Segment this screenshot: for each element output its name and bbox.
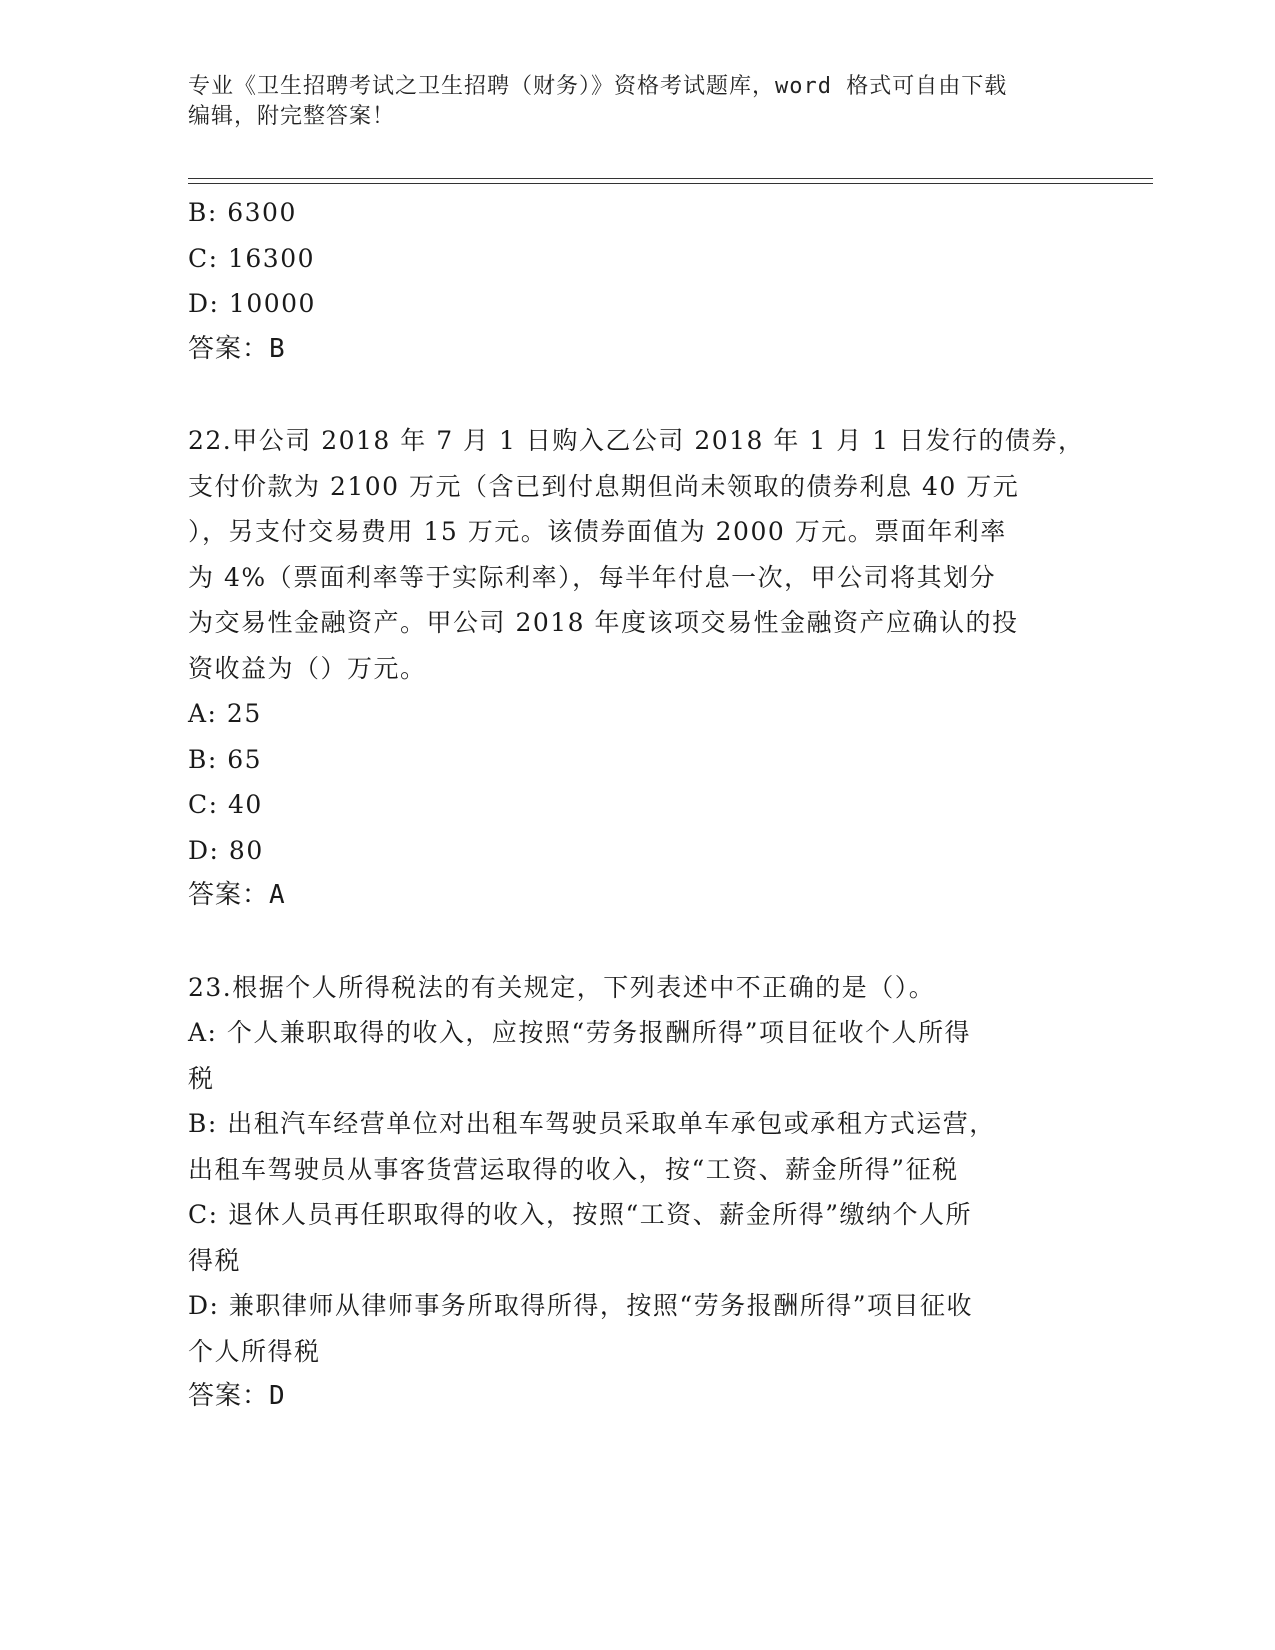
- question-22: [188, 418, 1088, 919]
- header-line-1: 专业《卫生招聘考试之卫生招聘（财务）》资格考试题库，word 格式可自由下载: [188, 74, 1008, 99]
- q22-option-d: D: 80: [188, 835, 264, 865]
- q23-option-b-line: B: 出租汽车经营单位对出租车驾驶员采取单车承包或承租方式运营，: [188, 1109, 996, 1138]
- header-line-2: 编辑，附完整答案！: [188, 104, 396, 129]
- spacer: [188, 372, 1088, 418]
- q21-option-d: D: 10000: [188, 289, 316, 318]
- q22-stem-line: 为交易性金融资产。甲公司 2018 年度该项交易性金融资产应确认的投: [188, 608, 1019, 637]
- header-divider-top: [188, 178, 1153, 179]
- q21-option-b: B: 6300: [188, 198, 297, 227]
- document-header: [188, 72, 1068, 132]
- q21-option-c: C: 16300: [188, 243, 316, 273]
- q23-option-a-line: A: 个人兼职取得的收入，应按照“劳务报酬所得”项目征收个人所得: [188, 1018, 971, 1047]
- q22-answer: 答案：A: [188, 880, 286, 910]
- q22-option-a: A: 25: [188, 699, 262, 728]
- q22-stem-line: 为 4%（票面利率等于实际利率），每半年付息一次，甲公司将其划分: [188, 562, 997, 592]
- q22-stem-line: 支付价款为 2100 万元（含已到付息期但尚未领取的债券利息 40 万元: [188, 471, 1020, 501]
- q23-option-c-line: C: 退休人员再任职取得的收入，按照“工资、薪金所得”缴纳个人所: [188, 1200, 973, 1229]
- q23-option-c-line: 得税: [188, 1245, 242, 1275]
- q23-option-b-line: 出租车驾驶员从事客货营运取得的收入，按“工资、薪金所得”征税: [188, 1154, 959, 1184]
- q22-stem-line: ），另支付交易费用 15 万元。该债券面值为 2000 万元。票面年利率: [188, 517, 1007, 546]
- question-content: [188, 190, 1088, 1420]
- question-21: [188, 190, 1088, 372]
- q23-option-a-line: 税: [188, 1063, 215, 1093]
- q22-option-b: B: 65: [188, 744, 263, 774]
- q22-stem-line: 资收益为（）万元。: [188, 653, 427, 683]
- header-divider-bottom: [188, 183, 1153, 184]
- q23-answer: 答案：D: [188, 1381, 286, 1411]
- q23-option-d-line: D: 兼职律师从律师事务所取得所得，按照“劳务报酬所得”项目征收: [188, 1291, 973, 1320]
- spacer: [188, 919, 1088, 965]
- q22-stem-line: 22.甲公司 2018 年 7 月 1 日购入乙公司 2018 年 1 月 1 日发行的债券，: [188, 426, 1085, 455]
- q23-option-d-line: 个人所得税: [188, 1336, 321, 1366]
- q21-answer: 答案：B: [188, 333, 286, 364]
- question-23: [188, 965, 1088, 1420]
- q22-option-c: C: 40: [188, 790, 263, 819]
- q23-stem: 23.根据个人所得税法的有关规定，下列表述中不正确的是（）。: [188, 972, 936, 1002]
